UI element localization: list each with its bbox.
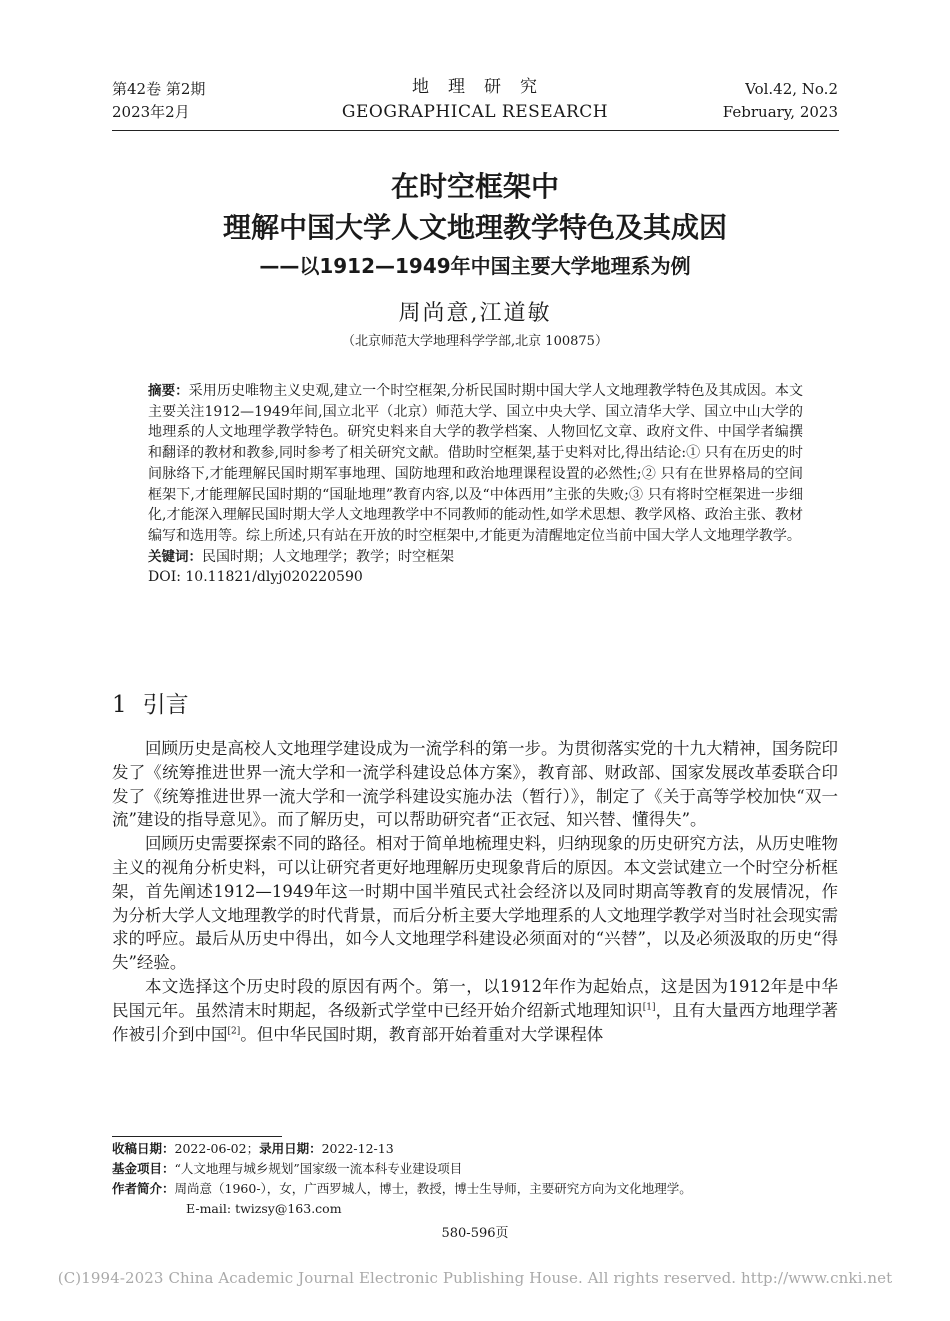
journal-title-cn: 地 理 研 究	[412, 77, 538, 97]
author-email[interactable]: E-mail: twizsy@163.com	[186, 1201, 342, 1216]
received-date: 2022-06-02；	[174, 1141, 260, 1156]
volume-issue-en: Vol.42, No.2	[745, 80, 838, 98]
bio-line	[112, 1179, 838, 1199]
body-text	[112, 737, 838, 1046]
authors: 周尚意,江道敏	[398, 301, 552, 326]
accepted-date: 2022-12-13	[321, 1141, 394, 1156]
paragraph-3-part-b: ，且有大量西方地理学著作被引介到中国	[112, 1000, 839, 1044]
affiliation: （北京师范大学地理科学学部,北京 100875）	[342, 334, 608, 349]
article-title-line1: 在时空框架中	[390, 170, 559, 203]
paragraph-3	[112, 975, 838, 1046]
footnote-rule	[112, 1136, 282, 1137]
paragraph-3-part-c: 。但中华民国时期，教育部开始着重对大学课程体	[240, 1024, 604, 1044]
received-label: 收稿日期：	[112, 1141, 175, 1156]
page-range: 580-596页	[441, 1226, 509, 1241]
paragraph-2: 回顾历史需要探索不同的路径。相对于简单地梳理史料，归纳现象的历史研究方法，从历史唯物主义的视角分析史料，可以让研究者更好地理解历史现象背后的原因。本文尝试建立一个时空分析框架，首先阐述1912—1949年这一时期中国半殖民式社会经济以及同时期高等教育的发展情况，作为分析大学人文地理教学的时代背景，而后分析主要大学地理系的人文地理学教学对当时社会现实需求的呼应。最后从历史中得出，如今人文地理学科建设必须面对的“兴替”，以及必须汲取的历史“得失”经验。	[112, 834, 838, 973]
paragraph-1: 回顾历史是高校人文地理学建设成为一流学科的第一步。为贯彻落实党的十九大精神，国务院印发了《统筹推进世界一流大学和一流学科建设总体方案》，教育部、财政部、国家发展改革委联合印发了《统筹推进世界一流大学和一流学科建设实施办法（暂行）》，制定了《关于高等学校加快“双一流”建设的指导意见》。而了解历史，可以帮助研究者“正衣冠、知兴替、懂得失”。	[112, 739, 838, 830]
citation-1[interactable]: [1]	[642, 1002, 656, 1013]
fund-line	[112, 1159, 838, 1179]
keywords-text: 民国时期；人文地理学；教学；时空框架	[202, 548, 454, 565]
abstract-block	[148, 381, 803, 588]
keywords	[148, 547, 803, 568]
section-heading	[112, 690, 189, 720]
paragraph-3-part-a: 本文选择这个历史时段的原因有两个。第一，以1912年作为起始点，这是因为1912年是中华民国元年。虽然清末时期起，各级新式学堂中已经开始介绍新式地理知识	[112, 976, 838, 1020]
doi: DOI: 10.11821/dlyj020220590	[148, 569, 363, 586]
abstract	[148, 381, 803, 547]
fund-label: 基金项目：	[112, 1161, 175, 1176]
header-rule	[112, 130, 839, 131]
section-title: 引言	[142, 692, 189, 718]
journal-title-en: GEOGRAPHICAL RESEARCH	[341, 102, 609, 122]
dates-line	[112, 1139, 838, 1159]
bio-label: 作者简介：	[112, 1181, 175, 1196]
copyright-watermark: (C)1994-2023 China Academic Journal Electronic Publishing House. All rights reserved. http://www.cnki.net	[57, 1269, 893, 1287]
abstract-text: 采用历史唯物主义史观,建立一个时空框架,分析民国时期中国大学人文地理教学特色及其成因。本文主要关注1912—1949年间,国立北平（北京）师范大学、国立中央大学、国立清华大学、国立中山大学的地理系的人文地理学教学特色。研究史料来自大学的教学档案、人物回忆文章、政府文件、中国学者编撰和翻译的教材和教参,同时参考了相关研究文献。借助时空框架,基于史料对比,得出结论:① 只有在历史的时间脉络下,才能理解民国时期军事地理、国防地理和政治地理课程设置的必然性;② 只有在世界格局的空间框架下,才能理解民国时期的“国耻地理”教育内容,以及“中体西用”主张的失败;③ 只有将时空框架进一步细化,才能深入理解民国时期大学人文地理教学中不同教师的能动性,如学术思想、教学风格、政治主张、教材编写和选用等。综上所述,只有站在开放的时空框架中,才能更为清醒地定位当前中国大学人文地理学教学。	[148, 383, 803, 544]
volume-issue-cn: 第42卷 第2期	[112, 80, 206, 98]
keywords-label: 关键词：	[148, 548, 202, 565]
section-number: 1	[112, 692, 127, 718]
date-cn: 2023年2月	[112, 103, 190, 121]
fund-text: “人文地理与城乡规划”国家级一流本科专业建设项目	[174, 1161, 463, 1176]
bio-text: 周尚意（1960-），女，广西罗城人，博士，教授，博士生导师，主要研究方向为文化地理学。	[174, 1181, 692, 1196]
article-title-line2: 理解中国大学人文地理教学特色及其成因	[222, 211, 727, 244]
article-subtitle: ——以1912—1949年中国主要大学地理系为例	[259, 254, 691, 278]
accepted-label: 录用日期：	[259, 1141, 322, 1156]
citation-2[interactable]: [2]	[227, 1026, 241, 1037]
footnotes	[112, 1139, 838, 1219]
abstract-label: 摘要：	[148, 383, 189, 399]
date-en: February, 2023	[722, 103, 838, 121]
